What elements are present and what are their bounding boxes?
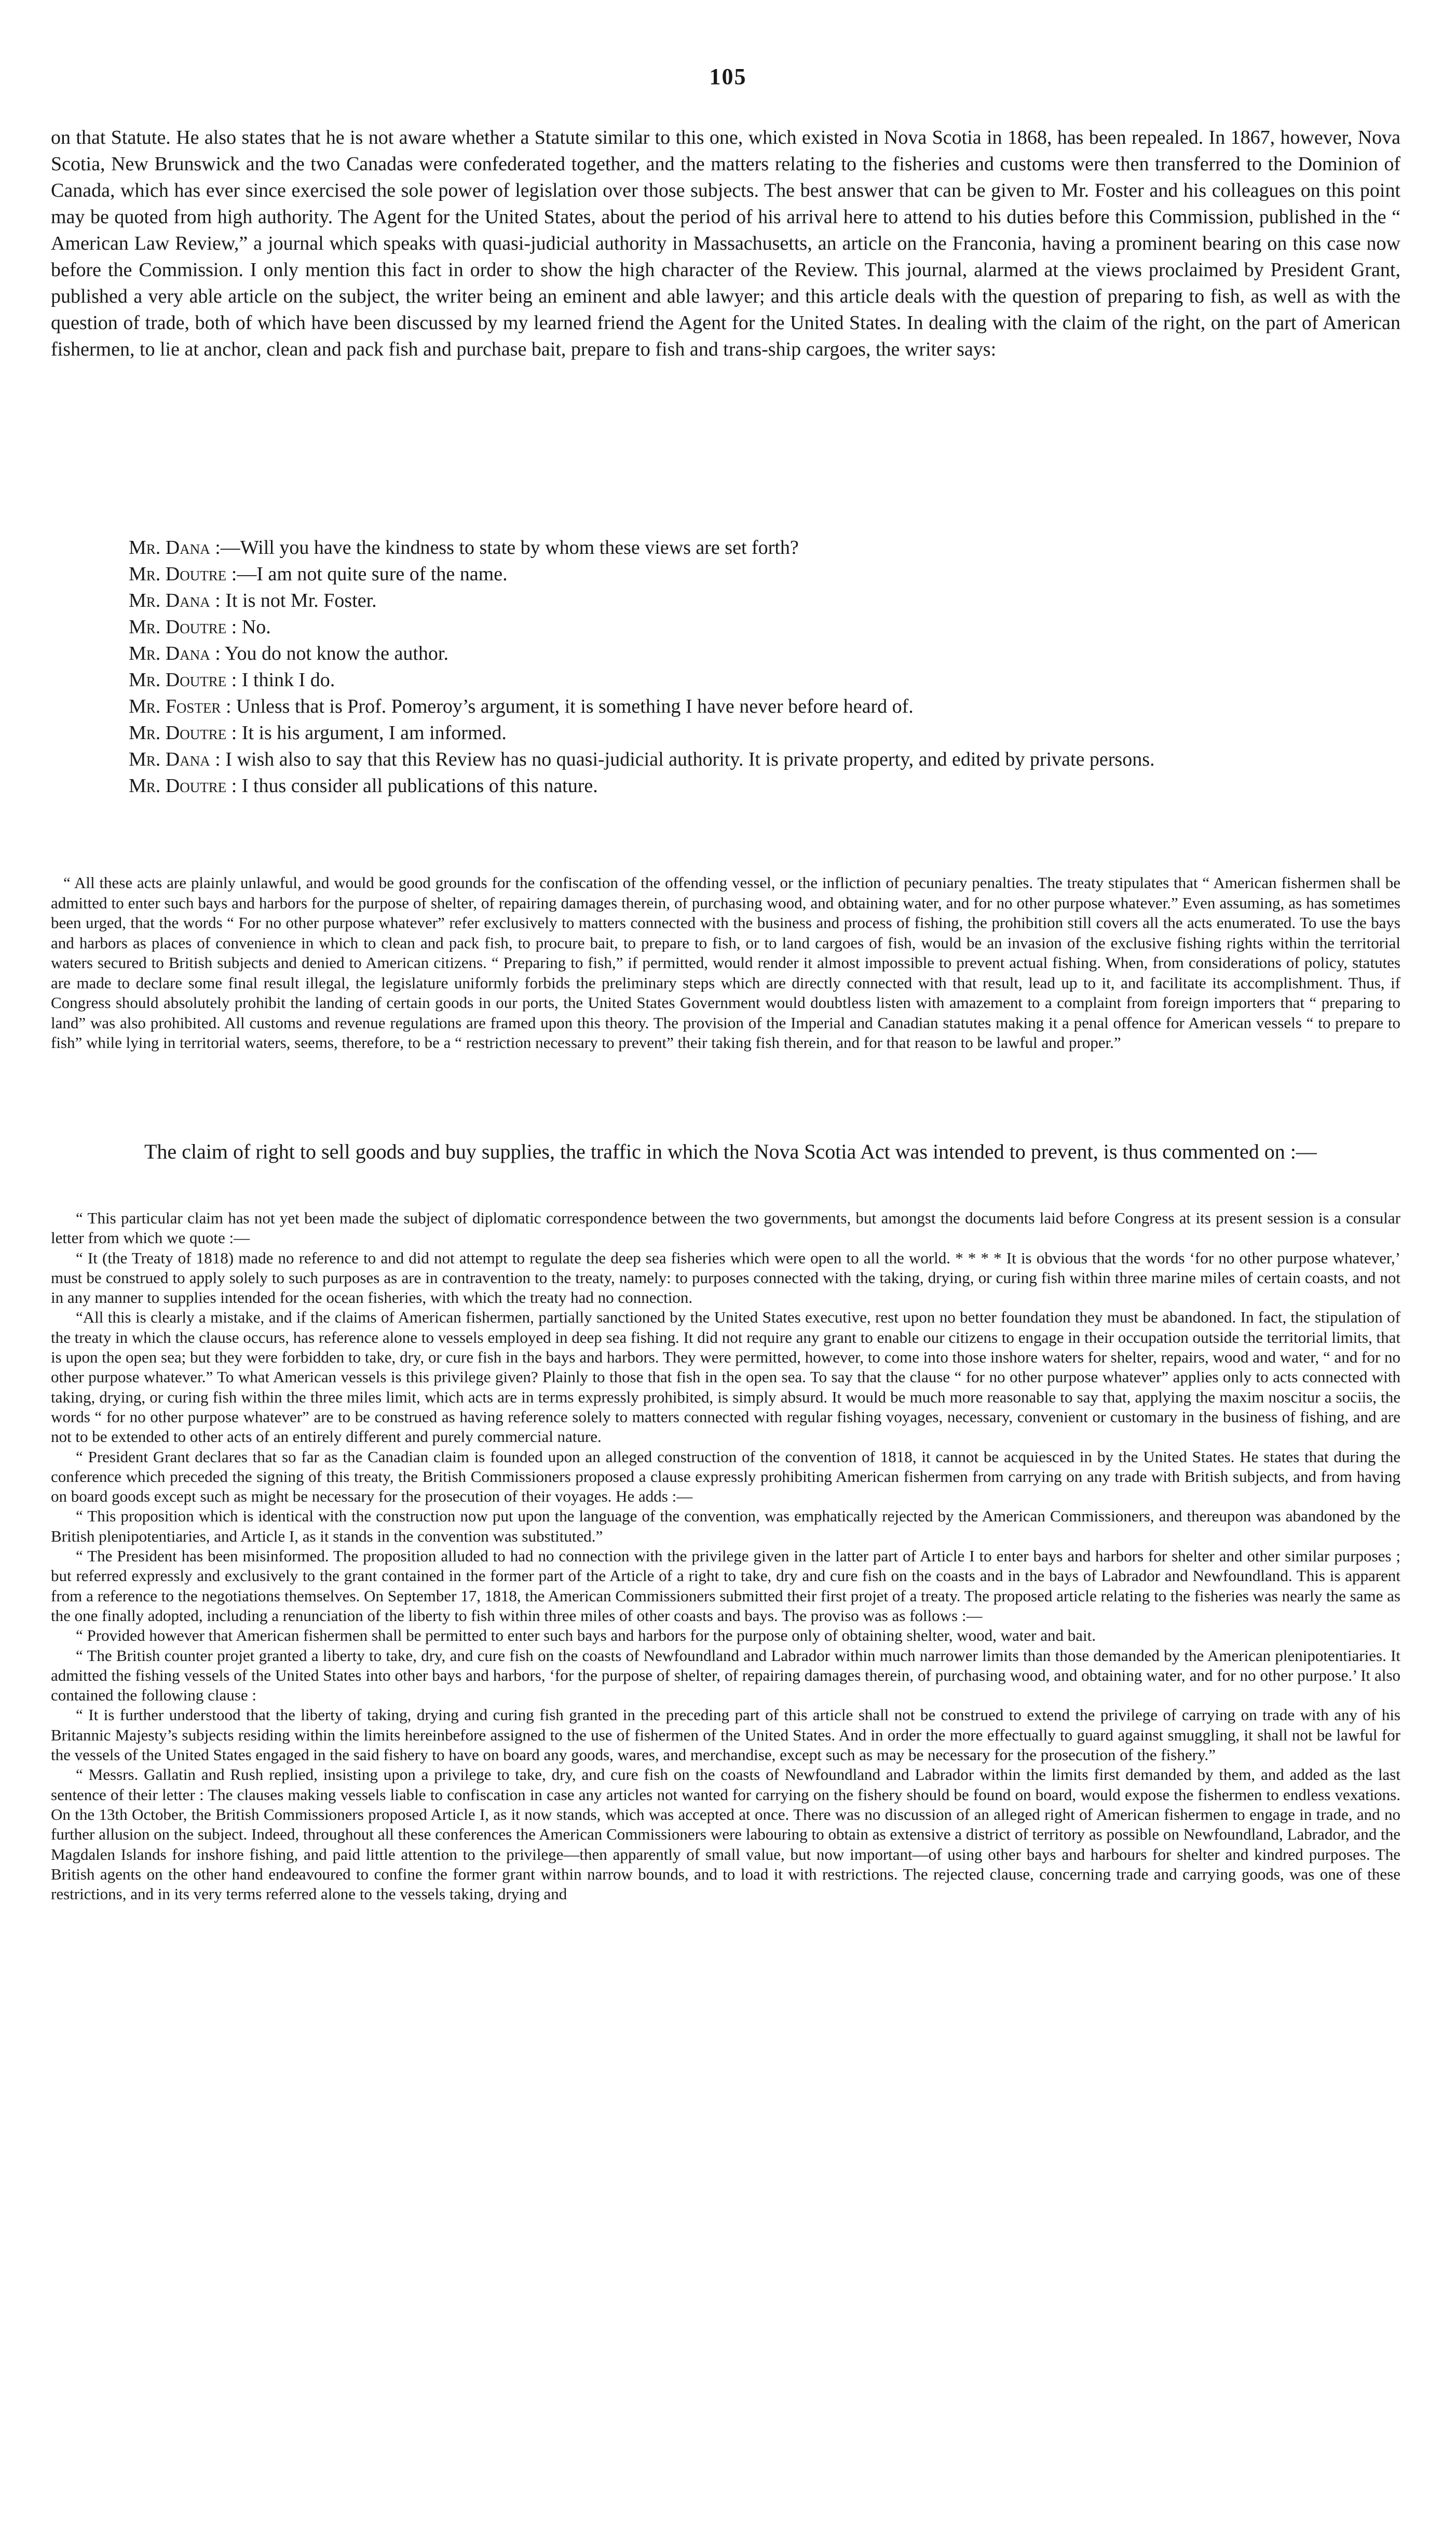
quote-paragraph: “ President Grant declares that so far as the Canadian claim is founded upon an alleged construction of the convention of 1818, it cannot be acquiesced in by the United States. He states that during the conference which preceded the signing of this treaty, the British Commissioners proposed a clause expressly prohibiting American fishermen from carrying on any trade with British subjects, and from having on board goods except such as might be necessary for the prosecution of their voyages. He adds :— [51,1447,1400,1506]
quote-paragraph: “ This particular claim has not yet been made the subject of diplomatic correspondence between the two governments, but amongst the documents laid before Congress at its present session is a consular letter from which we quote :— [51,1209,1400,1247]
claim-paragraph [51,1138,1400,1166]
quote-paragraph: “ This proposition which is identical with the construction now put upon the language of the convention, was emphatically rejected by the American Commissioners, and thereupon was abandoned by the British plenipotentiaries, and Article I, as it stands in the convention was substituted.” [51,1507,1400,1545]
dialogue-section [51,535,1400,799]
quoted-article-paragraph [51,873,1400,1053]
main-paragraph [51,125,1400,363]
quote-paragraph: “ The President has been misinformed. The proposition alluded to had no connection with the privilege given in the latter part of Article I to enter bays and harbors for shelter and other similar purposes ; but referred expressly and exclusively to the grant contained in the former part of the Article of a right to take, dry and cure fish on the coasts and in the bays of Labrador and Newfoundland. This is apparent from a reference to the negotiations themselves. On September 17, 1818, the American Commissioners submitted their first projet of a treaty. The proposed article relating to the fisheries was nearly the same as the one finally adopted, including a renunciation of the liberty to fish within three miles of other coasts and bays. The proviso was as follows :— [51,1547,1400,1625]
quote-paragraph: “ It (the Treaty of 1818) made no reference to and did not attempt to regulate the deep sea fisheries which were open to all the world. * * * * It is obvious that the words ‘for no other purpose whatever,’ must be construed to apply solely to such purposes as are in contravention to the treaty, namely: to purposes connected with the taking, drying, or curing fish within three marine miles of certain coasts, and not in any manner to supplies intended for the ocean fisheries, with which the treaty had no connection. [51,1248,1400,1307]
claim-text: The claim of right to sell goods and buy supplies, the traffic in which the Nova Scotia Act was intended to prevent, is thus commented on :— [144,1140,1317,1163]
dialogue-line: Mr. Dana : It is not Mr. Foster. [129,590,377,611]
dialogue-line: Mr. Doutre : No. [129,616,271,638]
dialogue-line: Mr. Doutre : It is his argument, I am informed. [129,722,507,744]
dialogue-line: Mr. Dana : I wish also to say that this Review has no quasi-judicial authority. It is private property, and edited by private persons. [129,748,1155,770]
quote-paragraph: “ Messrs. Gallatin and Rush replied, insisting upon a privilege to take, dry, and cure fish on the coasts of Newfoundland and Labrador within the limits first demanded by them, and added as the last sentence of their letter : The clauses making vessels liable to confiscation in case any articles not wanted for carrying on the fishery should be found on board, would expose the fishermen to endless vexations. On the 13th October, the British Commissioners proposed Article I, as it now stands, which was accepted at once. There was no discussion of an alleged right of American fishermen to engage in trade, and no further allusion on the subject. Indeed, throughout all these conferences the American Commissioners were labouring to obtain as extensive a district of territory as possible on Newfoundland, Labrador, and the Magdalen Islands for inshore fishing, and paid little attention to the privilege—then apparently of small value, but now important—of using other bays and harbours for shelter and kindred purposes. The British agents on the other hand endeavoured to confine the former grant within narrow bounds, and to load it with restrictions. The rejected clause, concerning trade and carrying goods, was one of these restrictions, and in its very terms referred alone to the vessels taking, drying and [51,1765,1400,1903]
quoted-commentary [51,1208,1400,1904]
quote-paragraph: “ It is further understood that the liberty of taking, drying and curing fish granted in the preceding part of this article shall not be construed to extend the privilege of carrying on trade with any of his Britannic Majesty’s subjects residing within the limits hereinbefore assigned to the use of fishermen of the United States. And in order the more effectually to guard against smuggling, it shall not be lawful for the vessels of the United States engaged in the said fishery to have on board any goods, wares, and merchandise, except such as may be necessary for the prosecution of the fishery.” [51,1706,1400,1764]
quote-paragraph: “ The British counter projet granted a liberty to take, dry, and cure fish on the coasts of Newfoundland and Labrador within much narrower limits than those demanded by the American plenipotentiaries. It admitted the fishing vessels of the United States into other bays and harbors, ‘for the purpose of shelter, of repairing damages therein, of purchasing wood, and obtaining water, and for no other purpose.’ It also contained the following clause : [51,1646,1400,1705]
dialogue-line: Mr. Dana :—Will you have the kindness to state by whom these views are set forth? [129,537,799,559]
dialogue-line: Mr. Doutre :—I am not quite sure of the name. [129,563,508,585]
page-number: 105 [709,64,747,89]
dialogue-line: Mr. Doutre : I thus consider all publications of this nature. [129,775,598,797]
main-paragraph-text: on that Statute. He also states that he is not aware whether a Statute similar to this one, which existed in Nova Scotia in 1868, has been repealed. In 1867, however, Nova Scotia, New Brunswick and the two Canadas were confederated together, and the matters relating to the fisheries and customs were then transferred to the Dominion of Canada, which has ever since exercised the sole power of legislation over those subjects. The best answer that can be given to Mr. Foster and his colleagues on this point may be quoted from high authority. The Agent for the United States, about the period of his arrival here to attend to his duties before this Commission, published in the “ American Law Review,” a journal which speaks with quasi-judicial authority in Massachusetts, an article on the Franconia, having a prominent bearing on this case now before the Commission. I only mention this fact in order to show the high character of the Review. This journal, alarmed at the views proclaimed by President Grant, published a very able article on the subject, the writer being an eminent and able lawyer; and this article deals with the question of preparing to fish, as well as with the question of trade, both of which have been discussed by my learned friend the Agent for the United States. In dealing with the claim of the right, on the part of American fishermen, to lie at anchor, clean and pack fish and purchase bait, prepare to fish and trans-ship cargoes, the writer says: [51,127,1400,360]
quote-paragraph: “ Provided however that American fishermen shall be permitted to enter such bays and harbors for the purpose only of obtaining shelter, wood, water and bait. [76,1626,1096,1645]
quote-paragraph: “All this is clearly a mistake, and if the claims of American fishermen, partially sanctioned by the United States executive, rest upon no better foundation they must be abandoned. In fact, the stipulation of the treaty in which the clause occurs, has reference alone to vessels employed in deep sea fishing. It did not require any grant to enable our citizens to engage in their occupation outside the territorial limits, that is upon the open sea; but they were forbidden to take, dry, or cure fish in the bays and harbors. They were permitted, however, to come into those inshore waters for shelter, repairs, wood and water, “ and for no other purpose whatever.” To what American vessels is this privilege given? Plainly to those that fish in the open sea. To say that the clause “ for no other purpose whatever” applies only to acts connected with taking, drying, or curing fish within the three miles limit, which acts are in terms expressly prohibited, is simply absurd. It would be much more reasonable to say that, applying the maxim noscitur a sociis, the words “ for no other purpose whatever” are to be construed as having reference solely to matters connected with regular fishing voyages, necessary, convenient or customary in the business of fishing, and are not to be extended to other acts of an entirely different and purely commercial nature. [51,1308,1400,1446]
dialogue-line: Mr. Dana : You do not know the author. [129,643,448,664]
dialogue-line: Mr. Doutre : I think I do. [129,669,335,691]
dialogue-line: Mr. Foster : Unless that is Prof. Pomeroy’s argument, it is something I have never before heard of. [129,696,914,717]
quoted-article-text: “ All these acts are plainly unlawful, and would be good grounds for the confiscation of the offending vessel, or the infliction of pecuniary penalties. The treaty stipulates that “ American fishermen shall be admitted to enter such bays and harbors for the purpose of shelter, of repairing damages therein, of purchasing wood, and obtaining water, and for no other purpose whatever.” Even assuming, as has sometimes been urged, that the words “ For no other purpose whatever” refer exclusively to matters connected with the business and process of fishing, the prohibition still covers all the acts enumerated. To use the bays and harbors as places of convenience in which to clean and pack fish, to procure bait, to prepare to fish, or to land cargoes of fish, would be an invasion of the exclusive fishing rights within the territorial waters secured to British subjects and denied to American citizens. “ Preparing to fish,” if permitted, would render it almost impossible to prevent actual fishing. When, from considerations of policy, statutes are made to declare some final result illegal, the legislature uniformly forbids the preliminary steps which are directly connected with that result, lead up to it, and facilitate its accomplishment. Thus, if Congress should absolutely prohibit the landing of certain goods in our ports, the United States Government would doubtless listen with amazement to a complaint from foreign importers that “ preparing to land” was also prohibited. All customs and revenue regulations are framed upon this theory. The provision of the Imperial and Canadian statutes making it a penal offence for American vessels “ to prepare to fish” while lying in territorial waters, seems, therefore, to be a “ restriction necessary to prevent” their taking fish therein, and for that reason to be lawful and proper.” [51,874,1400,1052]
